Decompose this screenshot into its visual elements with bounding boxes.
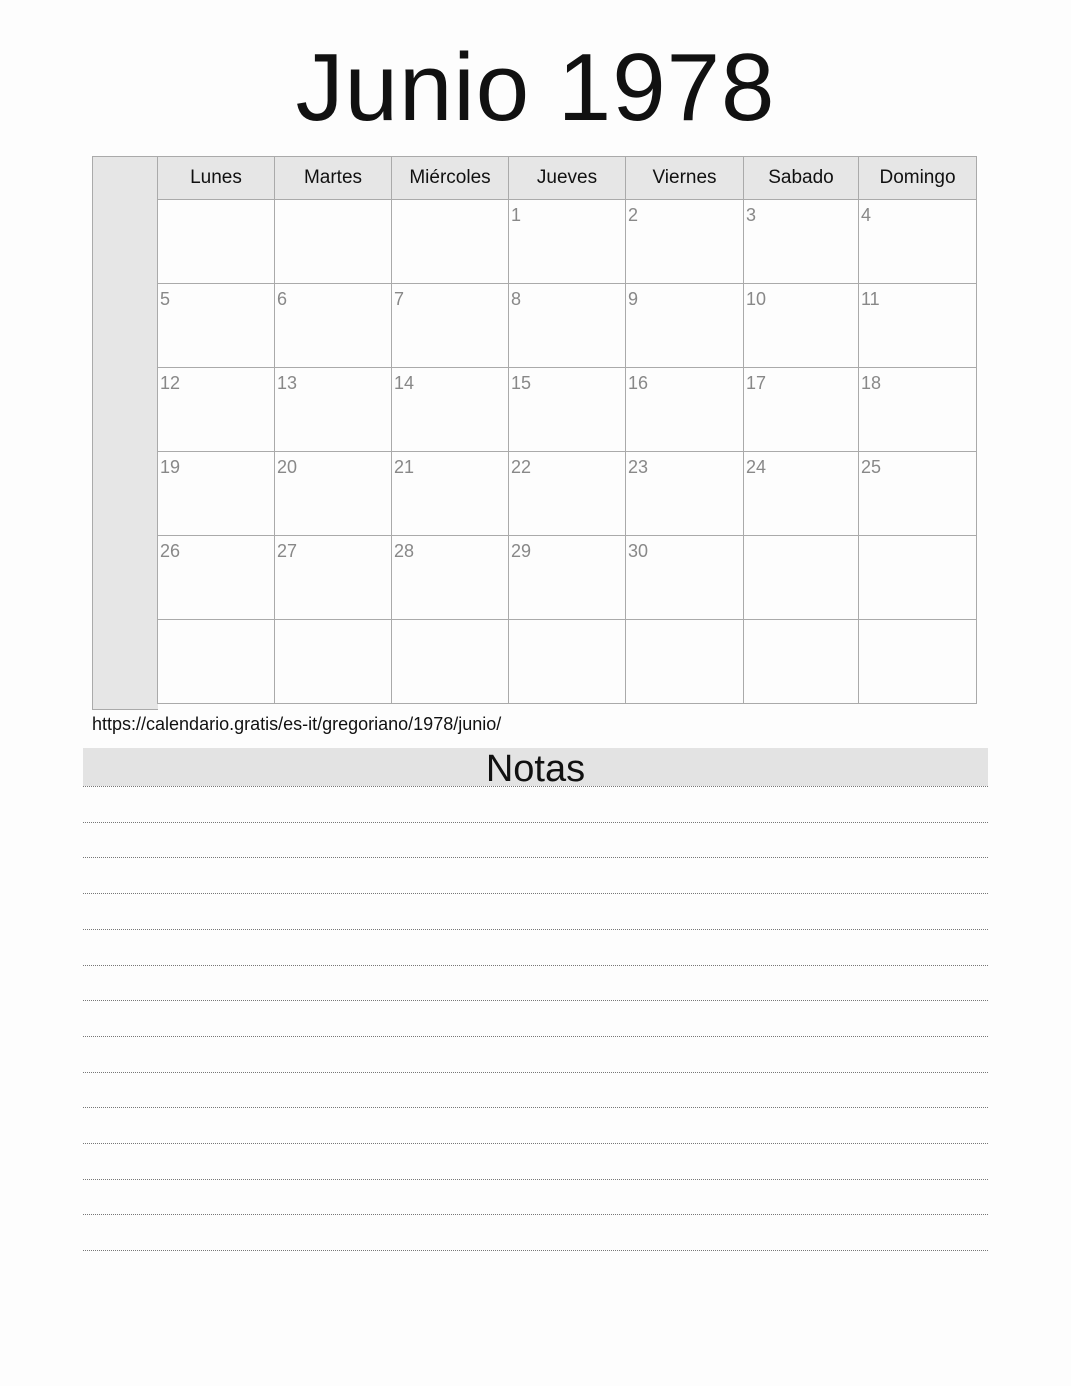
- day-cell: [626, 452, 744, 536]
- day-cell: [509, 200, 626, 284]
- calendar-week-row: [158, 620, 977, 704]
- day-number: [509, 620, 625, 625]
- weekday-header: Miércoles: [392, 157, 509, 200]
- day-number: 2: [628, 205, 639, 225]
- day-cell: [744, 452, 859, 536]
- weekday-header-row: [158, 157, 977, 200]
- day-cell: [509, 452, 626, 536]
- day-cell: [275, 452, 392, 536]
- note-line: [83, 1036, 988, 1037]
- source-url: https://calendario.gratis/es-it/gregoriano/1978/junio/: [92, 714, 502, 734]
- day-number: 3: [746, 205, 757, 225]
- calendar-week-row: [158, 536, 977, 620]
- day-number: 7: [394, 289, 405, 309]
- day-cell: [158, 200, 275, 284]
- day-cell: [859, 452, 977, 536]
- day-cell: [158, 368, 275, 452]
- note-line: [83, 1250, 988, 1251]
- weekday-header: Viernes: [626, 157, 744, 200]
- day-cell: [859, 368, 977, 452]
- day-number: [392, 620, 508, 625]
- notes-title: Notas: [83, 748, 988, 786]
- day-number: 6: [277, 289, 288, 309]
- day-number: [275, 620, 391, 625]
- note-line: [83, 786, 988, 787]
- day-cell: [744, 620, 859, 704]
- week-number-column: [92, 156, 158, 710]
- day-cell: [859, 620, 977, 704]
- day-cell: [158, 620, 275, 704]
- note-line: [83, 1000, 988, 1001]
- weekday-header: Domingo: [859, 157, 977, 200]
- day-cell: [744, 284, 859, 368]
- day-number: [744, 536, 858, 541]
- day-cell: [509, 536, 626, 620]
- note-line: [83, 1072, 988, 1073]
- day-number: 27: [277, 541, 298, 561]
- note-line: [83, 893, 988, 894]
- day-cell: [275, 620, 392, 704]
- day-cell: [744, 200, 859, 284]
- day-cell: [626, 200, 744, 284]
- day-number: [275, 200, 391, 205]
- day-cell: [392, 452, 509, 536]
- day-number: 13: [277, 373, 298, 393]
- note-line: [83, 857, 988, 858]
- day-number: 23: [628, 457, 649, 477]
- day-number: 24: [746, 457, 767, 477]
- page-title: Junio 1978: [295, 34, 776, 141]
- day-cell: [275, 368, 392, 452]
- day-number: [158, 200, 274, 205]
- day-number: 1: [511, 205, 522, 225]
- day-cell: [158, 284, 275, 368]
- weekday-header: Lunes: [158, 157, 275, 200]
- day-number: [859, 620, 976, 625]
- day-number: 29: [511, 541, 532, 561]
- day-cell: [392, 200, 509, 284]
- weekday-header: Sabado: [744, 157, 859, 200]
- day-number: [859, 536, 976, 541]
- day-number: 11: [861, 289, 880, 309]
- day-cell: [392, 620, 509, 704]
- day-number: [158, 620, 274, 625]
- day-cell: [626, 536, 744, 620]
- note-line: [83, 1179, 988, 1180]
- day-cell: [275, 284, 392, 368]
- note-line: [83, 1107, 988, 1108]
- day-cell: [509, 368, 626, 452]
- day-number: 16: [628, 373, 649, 393]
- day-number: [744, 620, 858, 625]
- note-line: [83, 929, 988, 930]
- day-cell: [392, 368, 509, 452]
- day-number: 5: [160, 289, 171, 309]
- day-cell: [275, 200, 392, 284]
- day-number: 19: [160, 457, 181, 477]
- day-number: 12: [160, 373, 181, 393]
- day-number: 26: [160, 541, 181, 561]
- calendar-week-row: [158, 368, 977, 452]
- day-number: 9: [628, 289, 639, 309]
- weekday-header: Martes: [275, 157, 392, 200]
- note-line: [83, 822, 988, 823]
- day-cell: [626, 284, 744, 368]
- day-cell: [626, 620, 744, 704]
- day-cell: [509, 620, 626, 704]
- day-cell: [626, 368, 744, 452]
- day-number: 20: [277, 457, 298, 477]
- day-cell: [509, 284, 626, 368]
- day-cell: [744, 368, 859, 452]
- calendar-week-row: [158, 284, 977, 368]
- day-number: 28: [394, 541, 415, 561]
- day-cell: [859, 536, 977, 620]
- day-number: 30: [628, 541, 649, 561]
- day-cell: [158, 452, 275, 536]
- day-number: 10: [746, 289, 767, 309]
- day-number: [392, 200, 508, 205]
- day-cell: [275, 536, 392, 620]
- calendar-grid: [92, 156, 977, 710]
- note-line: [83, 965, 988, 966]
- day-number: 15: [511, 373, 532, 393]
- day-number: 22: [511, 457, 532, 477]
- day-cell: [392, 536, 509, 620]
- day-number: 18: [861, 373, 882, 393]
- day-number: 8: [511, 289, 522, 309]
- weekday-header: Jueves: [509, 157, 626, 200]
- note-line: [83, 1214, 988, 1215]
- note-line: [83, 1143, 988, 1144]
- calendar-week-row: [158, 452, 977, 536]
- day-cell: [392, 284, 509, 368]
- day-number: 17: [746, 373, 767, 393]
- day-cell: [158, 536, 275, 620]
- day-number: 25: [861, 457, 882, 477]
- day-number: [626, 620, 743, 625]
- calendar-week-row: [158, 200, 977, 284]
- day-cell: [859, 284, 977, 368]
- day-number: 21: [394, 457, 415, 477]
- day-number: 14: [394, 373, 415, 393]
- day-number: 4: [861, 205, 872, 225]
- day-cell: [859, 200, 977, 284]
- calendar-table: [157, 156, 977, 704]
- day-cell: [744, 536, 859, 620]
